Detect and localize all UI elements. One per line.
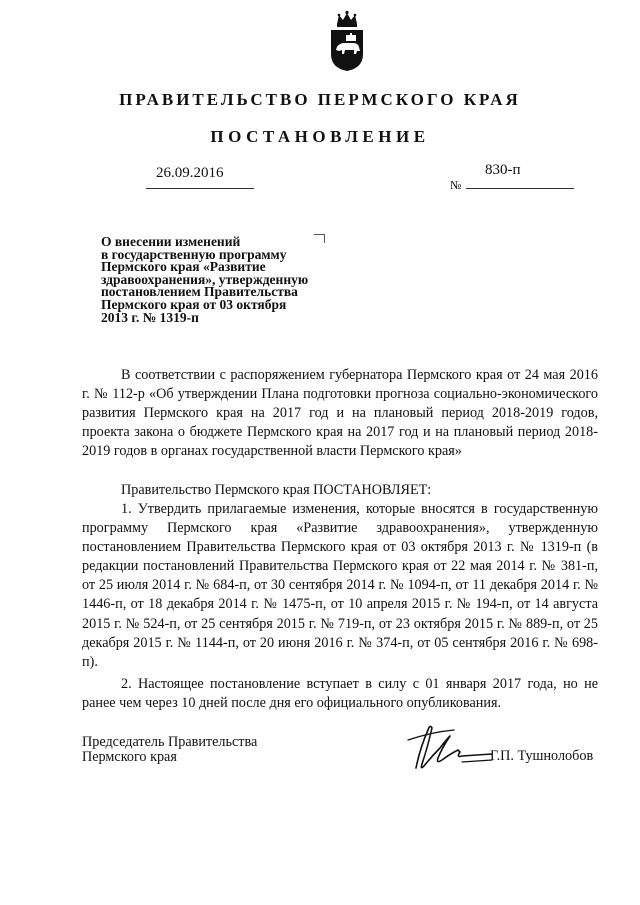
subject-line: 2013 г. № 1319-п (101, 309, 199, 325)
document-date: 26.09.2016 (156, 165, 224, 181)
number-sign: № (450, 178, 462, 192)
date-underline (146, 188, 254, 189)
signer-title-line: Председатель Правительства (82, 734, 258, 750)
document-type-heading: ПОСТАНОВЛЕНИЕ (210, 127, 430, 146)
item-2-paragraph: 2. Настоящее постановление вступает в силу с 01 января 2017 года, но не ранее чем через 10 дней после дня его официального опубликования. (82, 676, 598, 712)
coat-of-arms-icon (327, 10, 367, 72)
item-1-paragraph: 1. Утвердить прилагаемые изменения, которые вносятся в государственную программу Пермского края «Развитие здравоохранения», утвержденную постановлением Правительства Пермского края от 03 октября 2013 г. № 1319-п (в редакции постановлений Правительства Пермского края от 22 мая 2014 г. № 381-п, от 25 июля 2014 г. № 684-п, от 30 сентября 2014 г. № 1094-п, от 11 декабря 2014 г. № 1446-п, от 18 декабря 2014 г. № 1475-п, от 10 апреля 2015 г. № 194-п, от 14 августа 2015 г. № 524-п, от 25 сентября 2015 г. № 719-п, от 23 октября 2015 г. № 889-п, от 25 декабря 2015 г. № 1144-п, от 20 июня 2016 г. № 374-п, от 05 сентября 2016 г. № 698-п). (82, 501, 598, 670)
signer-title (82, 735, 257, 765)
organization-title: ПРАВИТЕЛЬСТВО ПЕРМСКОГО КРАЯ (119, 90, 521, 109)
subject-line: в государственную программу (101, 246, 287, 262)
number-underline (466, 188, 574, 189)
handwritten-signature-icon (402, 718, 494, 776)
basis-paragraph: В соответствии с распоряжением губернатора Пермского края от 24 мая 2016 г. № 112-р «Об утверждении Плана подготовки прогноза социально-экономического развития Пермского края на 2017 год и на плановый период 2018-2019 годов, проекта закона о бюджете Пермского края на 2017 год и на плановый период 2018-2019 годов в органах государственной власти Пермского края» (82, 367, 598, 460)
signer-title-line: Пермского края (82, 749, 177, 765)
subject-line: Пермского края от 03 октября (101, 296, 287, 312)
subject-line: Пермского края «Развитие (101, 259, 266, 275)
subject-line: О внесении изменений (101, 234, 241, 249)
subject-line: постановлением Правительства (101, 284, 298, 300)
decree-statement: Правительство Пермского края ПОСТАНОВЛЯЕТ: (121, 482, 432, 498)
subject-line: здравоохранения», утвержденную (101, 271, 309, 287)
document-subject (101, 236, 351, 324)
document-number: 830-п (485, 162, 521, 178)
signer-name: Г.П. Тушнолобов (490, 748, 594, 764)
